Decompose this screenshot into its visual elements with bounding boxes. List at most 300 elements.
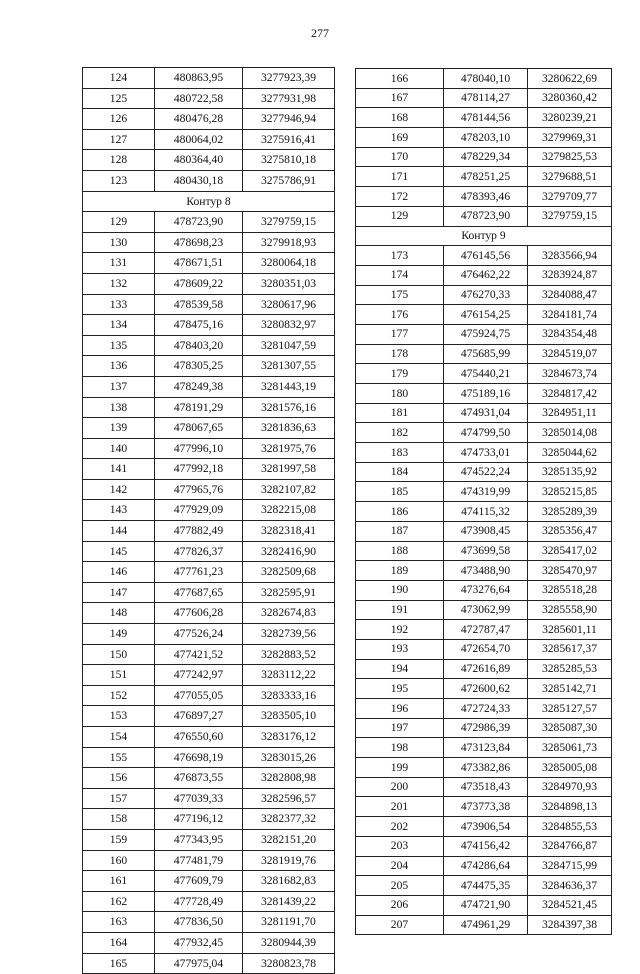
x-coordinate-cell: 474522,24 xyxy=(444,462,528,482)
x-coordinate-cell: 472616,89 xyxy=(444,659,528,679)
table-row xyxy=(83,768,335,789)
table-row xyxy=(356,69,612,89)
x-coordinate-cell: 478723,90 xyxy=(444,206,528,226)
point-number-cell: 138 xyxy=(83,397,155,418)
y-coordinate-cell: 3285061,73 xyxy=(528,738,612,758)
point-number-cell: 188 xyxy=(356,541,444,561)
y-coordinate-cell: 3285127,57 xyxy=(528,699,612,719)
x-coordinate-cell: 476873,55 xyxy=(155,768,243,789)
x-coordinate-cell: 478698,23 xyxy=(155,232,243,253)
point-number-cell: 157 xyxy=(83,788,155,809)
y-coordinate-cell: 3284766,87 xyxy=(528,836,612,856)
point-number-cell: 163 xyxy=(83,912,155,933)
y-coordinate-cell: 3277923,39 xyxy=(243,68,335,89)
table-row xyxy=(356,265,612,285)
table-row xyxy=(356,777,612,797)
table-row xyxy=(356,541,612,561)
point-number-cell: 168 xyxy=(356,108,444,128)
x-coordinate-cell: 472724,33 xyxy=(444,699,528,719)
y-coordinate-cell: 3283015,26 xyxy=(243,747,335,768)
table-row xyxy=(83,644,335,665)
x-coordinate-cell: 477526,24 xyxy=(155,624,243,645)
x-coordinate-cell: 474799,50 xyxy=(444,423,528,443)
x-coordinate-cell: 477975,04 xyxy=(155,953,243,974)
x-coordinate-cell: 474286,64 xyxy=(444,856,528,876)
x-coordinate-cell: 477196,12 xyxy=(155,809,243,830)
x-coordinate-cell: 475924,75 xyxy=(444,324,528,344)
y-coordinate-cell: 3282107,82 xyxy=(243,479,335,500)
table-row xyxy=(83,809,335,830)
y-coordinate-cell: 3277946,94 xyxy=(243,109,335,130)
x-coordinate-cell: 478609,22 xyxy=(155,273,243,294)
y-coordinate-cell: 3284521,45 xyxy=(528,895,612,915)
point-number-cell: 176 xyxy=(356,305,444,325)
x-coordinate-cell: 476154,25 xyxy=(444,305,528,325)
x-coordinate-cell: 480863,95 xyxy=(155,68,243,89)
table-row xyxy=(83,253,335,274)
point-number-cell: 142 xyxy=(83,479,155,500)
point-number-cell: 192 xyxy=(356,620,444,640)
x-coordinate-cell: 477728,49 xyxy=(155,891,243,912)
table-row xyxy=(356,246,612,266)
point-number-cell: 153 xyxy=(83,706,155,727)
table-row xyxy=(356,817,612,837)
point-number-cell: 144 xyxy=(83,521,155,542)
y-coordinate-cell: 3280617,96 xyxy=(243,294,335,315)
x-coordinate-cell: 480722,58 xyxy=(155,88,243,109)
point-number-cell: 128 xyxy=(83,150,155,171)
point-number-cell: 166 xyxy=(356,69,444,89)
x-coordinate-cell: 478249,38 xyxy=(155,376,243,397)
point-number-cell: 133 xyxy=(83,294,155,315)
table-row xyxy=(83,932,335,953)
point-number-cell: 126 xyxy=(83,109,155,130)
table-row xyxy=(83,541,335,562)
x-coordinate-cell: 474931,04 xyxy=(444,403,528,423)
x-coordinate-cell: 475189,16 xyxy=(444,384,528,404)
x-coordinate-cell: 475440,21 xyxy=(444,364,528,384)
table-row xyxy=(83,335,335,356)
point-number-cell: 124 xyxy=(83,68,155,89)
x-coordinate-cell: 473488,90 xyxy=(444,561,528,581)
y-coordinate-cell: 3281576,16 xyxy=(243,397,335,418)
x-coordinate-cell: 477055,05 xyxy=(155,685,243,706)
point-number-cell: 171 xyxy=(356,167,444,187)
section-label: Контур 8 xyxy=(83,191,335,212)
x-coordinate-cell: 478393,46 xyxy=(444,187,528,207)
table-row xyxy=(356,108,612,128)
point-number-cell: 137 xyxy=(83,376,155,397)
table-row xyxy=(356,285,612,305)
y-coordinate-cell: 3284636,37 xyxy=(528,876,612,896)
point-number-cell: 140 xyxy=(83,438,155,459)
x-coordinate-cell: 478723,90 xyxy=(155,212,243,233)
y-coordinate-cell: 3284354,48 xyxy=(528,324,612,344)
point-number-cell: 152 xyxy=(83,685,155,706)
table-row xyxy=(356,718,612,738)
y-coordinate-cell: 3284673,74 xyxy=(528,364,612,384)
x-coordinate-cell: 478229,34 xyxy=(444,147,528,167)
y-coordinate-cell: 3285014,08 xyxy=(528,423,612,443)
y-coordinate-cell: 3285087,30 xyxy=(528,718,612,738)
x-coordinate-cell: 478539,58 xyxy=(155,294,243,315)
y-coordinate-cell: 3283176,12 xyxy=(243,727,335,748)
table-row xyxy=(83,788,335,809)
x-coordinate-cell: 478191,29 xyxy=(155,397,243,418)
table-row xyxy=(356,679,612,699)
point-number-cell: 189 xyxy=(356,561,444,581)
point-number-cell: 179 xyxy=(356,364,444,384)
y-coordinate-cell: 3285289,39 xyxy=(528,502,612,522)
y-coordinate-cell: 3281975,76 xyxy=(243,438,335,459)
point-number-cell: 202 xyxy=(356,817,444,837)
table-row xyxy=(356,738,612,758)
x-coordinate-cell: 478144,56 xyxy=(444,108,528,128)
y-coordinate-cell: 3280351,03 xyxy=(243,273,335,294)
x-coordinate-cell: 476462,22 xyxy=(444,265,528,285)
y-coordinate-cell: 3279688,51 xyxy=(528,167,612,187)
x-coordinate-cell: 480430,18 xyxy=(155,170,243,191)
table-row xyxy=(83,273,335,294)
point-number-cell: 149 xyxy=(83,624,155,645)
point-number-cell: 162 xyxy=(83,891,155,912)
y-coordinate-cell: 3282509,68 xyxy=(243,562,335,583)
point-number-cell: 194 xyxy=(356,659,444,679)
y-coordinate-cell: 3281443,19 xyxy=(243,376,335,397)
table-row xyxy=(356,88,612,108)
point-number-cell: 207 xyxy=(356,915,444,935)
point-number-cell: 170 xyxy=(356,147,444,167)
table-row xyxy=(83,891,335,912)
x-coordinate-cell: 478251,25 xyxy=(444,167,528,187)
point-number-cell: 158 xyxy=(83,809,155,830)
x-coordinate-cell: 473123,84 xyxy=(444,738,528,758)
section-header-row xyxy=(356,226,612,246)
x-coordinate-cell: 472654,70 xyxy=(444,639,528,659)
table-row xyxy=(83,479,335,500)
table-row xyxy=(356,187,612,207)
point-number-cell: 134 xyxy=(83,315,155,336)
table-row xyxy=(83,294,335,315)
x-coordinate-cell: 472787,47 xyxy=(444,620,528,640)
x-coordinate-cell: 475685,99 xyxy=(444,344,528,364)
x-coordinate-cell: 478203,10 xyxy=(444,128,528,148)
point-number-cell: 139 xyxy=(83,418,155,439)
y-coordinate-cell: 3282318,41 xyxy=(243,521,335,542)
table-row xyxy=(83,109,335,130)
y-coordinate-cell: 3275916,41 xyxy=(243,129,335,150)
y-coordinate-cell: 3283924,87 xyxy=(528,265,612,285)
point-number-cell: 160 xyxy=(83,850,155,871)
table-row xyxy=(356,620,612,640)
y-coordinate-cell: 3275786,91 xyxy=(243,170,335,191)
table-row xyxy=(356,128,612,148)
table-row xyxy=(83,150,335,171)
y-coordinate-cell: 3285518,28 xyxy=(528,580,612,600)
y-coordinate-cell: 3284397,38 xyxy=(528,915,612,935)
page-number: 277 xyxy=(311,26,329,40)
x-coordinate-cell: 477826,37 xyxy=(155,541,243,562)
point-number-cell: 143 xyxy=(83,500,155,521)
table-row xyxy=(83,232,335,253)
y-coordinate-cell: 3280944,39 xyxy=(243,932,335,953)
y-coordinate-cell: 3282215,08 xyxy=(243,500,335,521)
point-number-cell: 204 xyxy=(356,856,444,876)
x-coordinate-cell: 473908,45 xyxy=(444,521,528,541)
y-coordinate-cell: 3281997,58 xyxy=(243,459,335,480)
point-number-cell: 129 xyxy=(356,206,444,226)
point-number-cell: 186 xyxy=(356,502,444,522)
table-row xyxy=(356,876,612,896)
table-row xyxy=(83,953,335,974)
table-row xyxy=(83,912,335,933)
table-row xyxy=(83,521,335,542)
y-coordinate-cell: 3279759,15 xyxy=(528,206,612,226)
y-coordinate-cell: 3285005,08 xyxy=(528,758,612,778)
table-row xyxy=(356,521,612,541)
y-coordinate-cell: 3284951,11 xyxy=(528,403,612,423)
y-coordinate-cell: 3282596,57 xyxy=(243,788,335,809)
table-row xyxy=(356,324,612,344)
point-number-cell: 132 xyxy=(83,273,155,294)
table-row xyxy=(356,364,612,384)
x-coordinate-cell: 477609,79 xyxy=(155,871,243,892)
y-coordinate-cell: 3284519,07 xyxy=(528,344,612,364)
table-row xyxy=(356,561,612,581)
table-row xyxy=(356,758,612,778)
y-coordinate-cell: 3281836,63 xyxy=(243,418,335,439)
table-row xyxy=(356,305,612,325)
point-number-cell: 177 xyxy=(356,324,444,344)
table-row xyxy=(356,423,612,443)
x-coordinate-cell: 477242,97 xyxy=(155,665,243,686)
point-number-cell: 123 xyxy=(83,170,155,191)
y-coordinate-cell: 3279709,77 xyxy=(528,187,612,207)
x-coordinate-cell: 478403,20 xyxy=(155,335,243,356)
point-number-cell: 172 xyxy=(356,187,444,207)
x-coordinate-cell: 477421,52 xyxy=(155,644,243,665)
x-coordinate-cell: 476145,56 xyxy=(444,246,528,266)
x-coordinate-cell: 474961,29 xyxy=(444,915,528,935)
point-number-cell: 145 xyxy=(83,541,155,562)
y-coordinate-cell: 3283505,10 xyxy=(243,706,335,727)
y-coordinate-cell: 3285142,71 xyxy=(528,679,612,699)
table-row xyxy=(83,727,335,748)
point-number-cell: 206 xyxy=(356,895,444,915)
table-row xyxy=(83,88,335,109)
y-coordinate-cell: 3282739,56 xyxy=(243,624,335,645)
y-coordinate-cell: 3282151,20 xyxy=(243,829,335,850)
table-row xyxy=(356,206,612,226)
y-coordinate-cell: 3284898,13 xyxy=(528,797,612,817)
table-row xyxy=(356,482,612,502)
table-row xyxy=(83,706,335,727)
y-coordinate-cell: 3284855,53 xyxy=(528,817,612,837)
y-coordinate-cell: 3275810,18 xyxy=(243,150,335,171)
y-coordinate-cell: 3284715,99 xyxy=(528,856,612,876)
table-row xyxy=(356,384,612,404)
x-coordinate-cell: 477836,50 xyxy=(155,912,243,933)
x-coordinate-cell: 476550,60 xyxy=(155,727,243,748)
point-number-cell: 154 xyxy=(83,727,155,748)
x-coordinate-cell: 474475,35 xyxy=(444,876,528,896)
point-number-cell: 183 xyxy=(356,443,444,463)
point-number-cell: 155 xyxy=(83,747,155,768)
table-row xyxy=(356,797,612,817)
table-row xyxy=(356,836,612,856)
x-coordinate-cell: 480064,02 xyxy=(155,129,243,150)
point-number-cell: 165 xyxy=(83,953,155,974)
x-coordinate-cell: 473773,38 xyxy=(444,797,528,817)
x-coordinate-cell: 474156,42 xyxy=(444,836,528,856)
coordinates-table-right xyxy=(355,68,612,935)
y-coordinate-cell: 3280064,18 xyxy=(243,253,335,274)
point-number-cell: 150 xyxy=(83,644,155,665)
x-coordinate-cell: 473062,99 xyxy=(444,600,528,620)
x-coordinate-cell: 477882,49 xyxy=(155,521,243,542)
x-coordinate-cell: 477929,09 xyxy=(155,500,243,521)
table-row xyxy=(83,315,335,336)
y-coordinate-cell: 3281439,22 xyxy=(243,891,335,912)
table-row xyxy=(83,582,335,603)
table-row xyxy=(83,562,335,583)
y-coordinate-cell: 3282883,52 xyxy=(243,644,335,665)
x-coordinate-cell: 478305,25 xyxy=(155,356,243,377)
y-coordinate-cell: 3285558,90 xyxy=(528,600,612,620)
coordinates-table-left xyxy=(82,67,335,974)
y-coordinate-cell: 3280823,78 xyxy=(243,953,335,974)
x-coordinate-cell: 473699,58 xyxy=(444,541,528,561)
point-number-cell: 141 xyxy=(83,459,155,480)
y-coordinate-cell: 3281682,83 xyxy=(243,871,335,892)
table-row xyxy=(83,665,335,686)
x-coordinate-cell: 477343,95 xyxy=(155,829,243,850)
point-number-cell: 174 xyxy=(356,265,444,285)
point-number-cell: 175 xyxy=(356,285,444,305)
table-row xyxy=(356,344,612,364)
y-coordinate-cell: 3277931,98 xyxy=(243,88,335,109)
point-number-cell: 197 xyxy=(356,718,444,738)
x-coordinate-cell: 478671,51 xyxy=(155,253,243,274)
x-coordinate-cell: 476698,19 xyxy=(155,747,243,768)
y-coordinate-cell: 3279825,53 xyxy=(528,147,612,167)
table-row xyxy=(356,895,612,915)
y-coordinate-cell: 3285135,92 xyxy=(528,462,612,482)
table-row xyxy=(356,915,612,935)
table-row xyxy=(356,462,612,482)
table-row xyxy=(83,747,335,768)
x-coordinate-cell: 477687,65 xyxy=(155,582,243,603)
x-coordinate-cell: 478040,10 xyxy=(444,69,528,89)
y-coordinate-cell: 3281919,76 xyxy=(243,850,335,871)
y-coordinate-cell: 3280832,97 xyxy=(243,315,335,336)
x-coordinate-cell: 477992,18 xyxy=(155,459,243,480)
point-number-cell: 182 xyxy=(356,423,444,443)
table-row xyxy=(83,685,335,706)
point-number-cell: 199 xyxy=(356,758,444,778)
table-row xyxy=(356,167,612,187)
point-number-cell: 131 xyxy=(83,253,155,274)
table-row xyxy=(356,600,612,620)
y-coordinate-cell: 3283333,16 xyxy=(243,685,335,706)
point-number-cell: 184 xyxy=(356,462,444,482)
x-coordinate-cell: 478475,16 xyxy=(155,315,243,336)
x-coordinate-cell: 477761,23 xyxy=(155,562,243,583)
point-number-cell: 135 xyxy=(83,335,155,356)
x-coordinate-cell: 477965,76 xyxy=(155,479,243,500)
point-number-cell: 195 xyxy=(356,679,444,699)
table-row xyxy=(356,580,612,600)
point-number-cell: 136 xyxy=(83,356,155,377)
table-row xyxy=(83,418,335,439)
y-coordinate-cell: 3285044,62 xyxy=(528,443,612,463)
point-number-cell: 193 xyxy=(356,639,444,659)
table-row xyxy=(356,403,612,423)
y-coordinate-cell: 3285215,85 xyxy=(528,482,612,502)
y-coordinate-cell: 3285601,11 xyxy=(528,620,612,640)
point-number-cell: 151 xyxy=(83,665,155,686)
table-row xyxy=(83,170,335,191)
x-coordinate-cell: 476270,33 xyxy=(444,285,528,305)
y-coordinate-cell: 3285617,37 xyxy=(528,639,612,659)
point-number-cell: 156 xyxy=(83,768,155,789)
y-coordinate-cell: 3281191,70 xyxy=(243,912,335,933)
y-coordinate-cell: 3284088,47 xyxy=(528,285,612,305)
x-coordinate-cell: 474721,90 xyxy=(444,895,528,915)
x-coordinate-cell: 478114,27 xyxy=(444,88,528,108)
point-number-cell: 164 xyxy=(83,932,155,953)
table-row xyxy=(83,500,335,521)
table-row xyxy=(356,639,612,659)
y-coordinate-cell: 3279918,93 xyxy=(243,232,335,253)
x-coordinate-cell: 477039,33 xyxy=(155,788,243,809)
table-row xyxy=(356,856,612,876)
y-coordinate-cell: 3282377,32 xyxy=(243,809,335,830)
x-coordinate-cell: 474733,01 xyxy=(444,443,528,463)
y-coordinate-cell: 3285417,02 xyxy=(528,541,612,561)
table-row xyxy=(356,502,612,522)
table-row xyxy=(83,397,335,418)
point-number-cell: 201 xyxy=(356,797,444,817)
y-coordinate-cell: 3284817,42 xyxy=(528,384,612,404)
coordinates-table-body xyxy=(83,68,335,974)
table-row xyxy=(356,147,612,167)
y-coordinate-cell: 3283112,22 xyxy=(243,665,335,686)
y-coordinate-cell: 3280239,21 xyxy=(528,108,612,128)
point-number-cell: 147 xyxy=(83,582,155,603)
x-coordinate-cell: 472600,62 xyxy=(444,679,528,699)
x-coordinate-cell: 477481,79 xyxy=(155,850,243,871)
x-coordinate-cell: 472986,39 xyxy=(444,718,528,738)
coordinates-table-body xyxy=(356,69,612,935)
x-coordinate-cell: 474115,32 xyxy=(444,502,528,522)
point-number-cell: 198 xyxy=(356,738,444,758)
table-row xyxy=(83,68,335,89)
x-coordinate-cell: 476897,27 xyxy=(155,706,243,727)
x-coordinate-cell: 473382,86 xyxy=(444,758,528,778)
x-coordinate-cell: 478067,65 xyxy=(155,418,243,439)
y-coordinate-cell: 3281047,59 xyxy=(243,335,335,356)
x-coordinate-cell: 477996,10 xyxy=(155,438,243,459)
point-number-cell: 161 xyxy=(83,871,155,892)
point-number-cell: 127 xyxy=(83,129,155,150)
point-number-cell: 203 xyxy=(356,836,444,856)
point-number-cell: 148 xyxy=(83,603,155,624)
x-coordinate-cell: 473518,43 xyxy=(444,777,528,797)
x-coordinate-cell: 474319,99 xyxy=(444,482,528,502)
y-coordinate-cell: 3284970,93 xyxy=(528,777,612,797)
y-coordinate-cell: 3285356,47 xyxy=(528,521,612,541)
